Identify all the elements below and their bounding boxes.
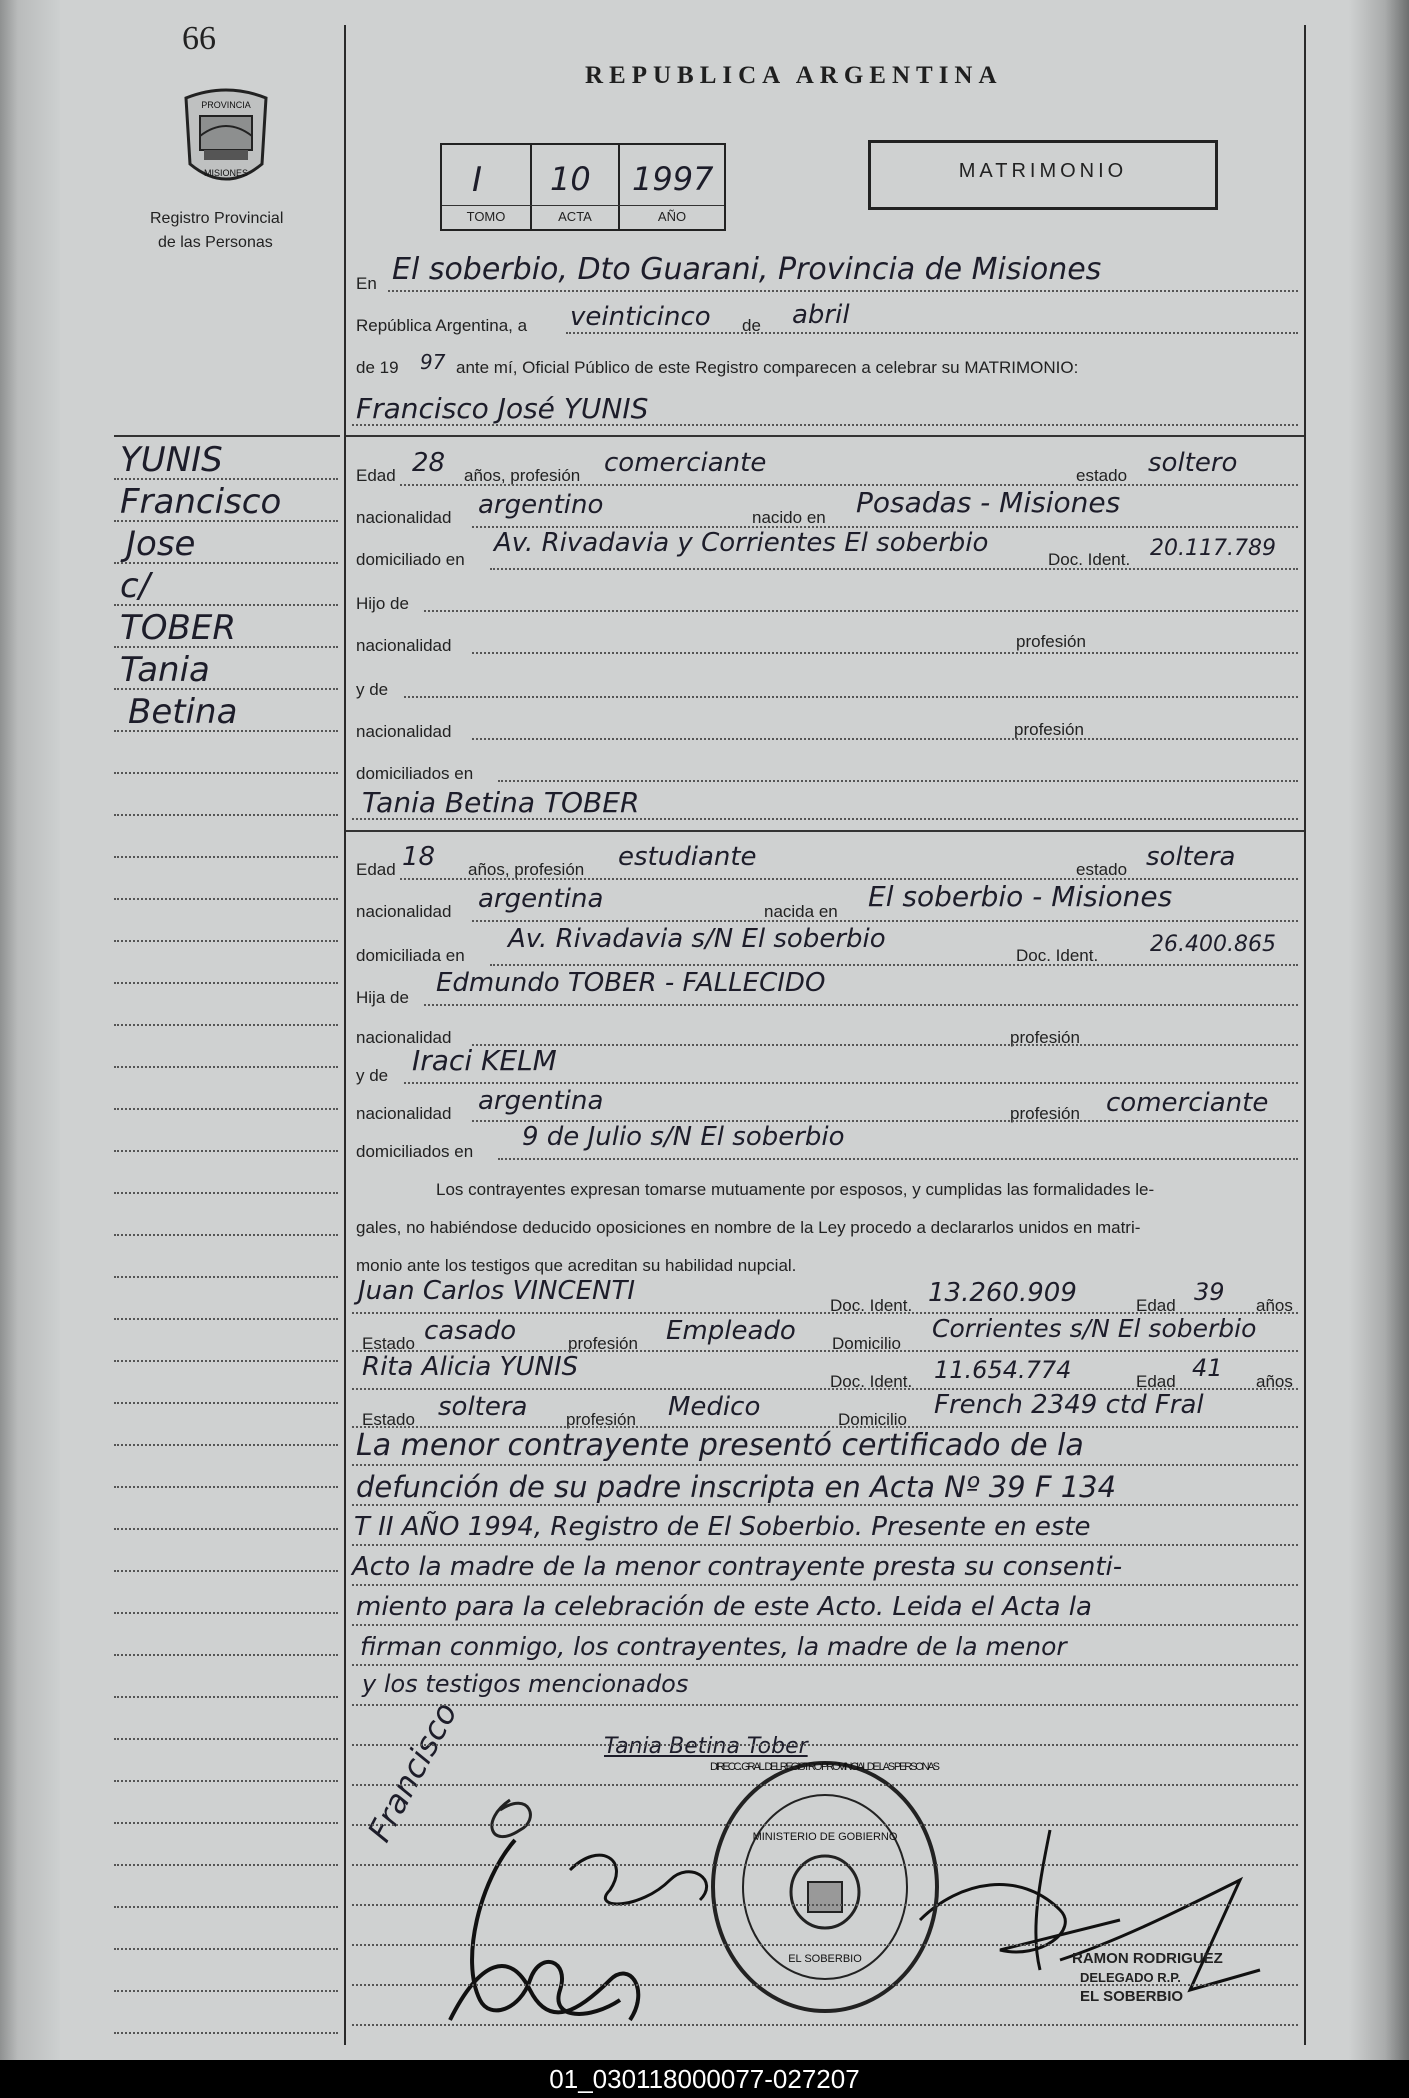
margin-rule-line <box>114 1318 338 1320</box>
body-rule-line <box>352 1544 1298 1546</box>
groom-name: Francisco José YUNIS <box>356 392 649 425</box>
page-edge <box>1349 0 1409 2060</box>
bride-born-label: nacida en <box>764 902 838 921</box>
page-number: 66 <box>182 20 216 57</box>
groom-nationality: argentino <box>478 490 604 520</box>
margin-rule-line <box>114 856 338 858</box>
groom-doc-label: Doc. Ident. <box>1048 550 1131 569</box>
witness-1-edad-label: Edad <box>1136 1296 1176 1315</box>
note-line-5: miento para la celebración de este Acto. Leida el Acta la <box>356 1592 1092 1622</box>
declaration-line-1: Los contrayentes expresan tomarse mutuamente por esposos, y cumplidas las formalidades le- <box>436 1180 1155 1199</box>
body-rule-line <box>352 1464 1298 1466</box>
margin-rule-line <box>114 604 338 606</box>
witness-1-anos-label: años <box>1256 1296 1293 1315</box>
witness-2-anos-label: años <box>1256 1372 1293 1391</box>
margin-rule-line <box>114 688 338 690</box>
margin-rule-line <box>114 1528 338 1530</box>
margin-rule-line <box>114 1570 338 1572</box>
margin-rule-line <box>114 1822 338 1824</box>
witness-1-address: Corrientes s/N El soberbio <box>932 1314 1257 1343</box>
margin-rule-line <box>114 1906 338 1908</box>
witness-2-doc: 11.654.774 <box>934 1356 1072 1384</box>
margin-rule-line <box>114 562 338 564</box>
official-stamp-line-3: EL SOBERBIO <box>1080 1988 1184 2005</box>
seal-bottom-text: EL SOBERBIO <box>788 1953 862 1965</box>
bride-civil-status: soltera <box>1146 842 1236 872</box>
margin-firstname-2: Tania <box>120 650 210 690</box>
groom-doms-label: domiciliados en <box>356 764 474 783</box>
republic-label: República Argentina, a <box>356 316 528 335</box>
margin-rule-line <box>114 772 338 774</box>
bride-doc-label: Doc. Ident. <box>1016 946 1099 965</box>
witness-1-profession: Empleado <box>666 1316 796 1346</box>
groom-profession: comerciante <box>604 448 767 478</box>
declaration-line-3: monio ante los testigos que acreditan su habilidad nupcial. <box>356 1256 797 1275</box>
margin-rule-line <box>114 478 338 480</box>
marriage-day: veinticinco <box>570 302 711 332</box>
seal-ring-text: DIRECC. GRAL. DEL REGISTRO PROVINCIAL DE LAS PERSONAS <box>710 1761 940 1773</box>
margin-conjunction: c/ <box>120 566 151 606</box>
witness-1-status: casado <box>424 1316 517 1346</box>
groom-nac-label: nacionalidad <box>356 508 452 527</box>
year-rest: ante mí, Oficial Público de este Registro comparecen a celebrar su MATRIMONIO: <box>456 358 1079 377</box>
witness-1-dom-label: Domicilio <box>832 1334 901 1353</box>
bride-parents-address: 9 de Julio s/N El soberbio <box>522 1122 845 1152</box>
groom-hijo-rule <box>424 610 1298 612</box>
witness-1-estado-label: Estado <box>362 1334 415 1353</box>
groom-civil-status: soltero <box>1148 448 1238 478</box>
margin-rule-line <box>114 1402 338 1404</box>
margin-rule-line <box>114 1990 338 1992</box>
margin-rule-line <box>114 2032 338 2034</box>
groom-nac3-rule <box>472 738 1298 740</box>
groom-yde-label: y de <box>356 680 389 699</box>
bride-nac3-label: nacionalidad <box>356 1104 452 1123</box>
note-line-7: y los testigos mencionados <box>362 1670 689 1698</box>
bride-estado-label: estado <box>1076 860 1128 879</box>
book-binding <box>0 0 60 2060</box>
country-title: REPUBLICA ARGENTINA <box>585 62 1003 89</box>
witness-1-name: Juan Carlos VINCENTI <box>358 1276 636 1306</box>
groom-name-rule <box>352 424 1298 426</box>
scan-id-footer: 01_030118000077-027207 <box>0 2060 1409 2098</box>
margin-rule-line <box>114 1192 338 1194</box>
note-line-1: La menor contrayente presentó certificado de la <box>356 1428 1084 1463</box>
bride-name: Tania Betina TOBER <box>362 786 640 819</box>
bride-mother-nationality: argentina <box>478 1086 604 1116</box>
margin-rule-line <box>114 1486 338 1488</box>
margin-middlename-2: Betina <box>128 692 238 732</box>
marriage-place: El soberbio, Dto Guarani, Provincia de Misiones <box>392 252 1102 287</box>
body-rule-line <box>352 1864 1298 1866</box>
record-box-divider <box>442 205 724 206</box>
bride-hija-label: Hija de <box>356 988 409 1007</box>
ano-label: AÑO <box>657 209 687 224</box>
margin-surname-2: TOBER <box>120 608 236 648</box>
marriage-month: abril <box>792 300 850 330</box>
bride-edad-label: Edad <box>356 860 396 879</box>
registry-line-1: Registro Provincial <box>150 210 284 227</box>
groom-address: Av. Rivadavia y Corrientes El soberbio <box>494 528 989 558</box>
groom-nac3-label: nacionalidad <box>356 722 452 741</box>
body-rule-line <box>352 1624 1298 1626</box>
bride-doms-label: domiciliados en <box>356 1142 474 1161</box>
witness-2-address: French 2349 ctd Fral <box>934 1390 1204 1420</box>
margin-rule-line <box>114 1612 338 1614</box>
witness-2-name: Rita Alicia YUNIS <box>362 1352 579 1382</box>
margin-rule-line <box>114 940 338 942</box>
year-suffix: 97 <box>420 350 446 374</box>
bride-nac-rule <box>472 920 1298 922</box>
margin-rule-line <box>114 1276 338 1278</box>
groom-nac2-rule <box>472 652 1298 654</box>
groom-dom-label: domiciliado en <box>356 550 465 569</box>
witness-2-dom-label: Domicilio <box>838 1410 907 1429</box>
groom-prof3-label: profesión <box>1014 720 1084 739</box>
witness-2-estado-label: Estado <box>362 1410 415 1429</box>
margin-rule-line <box>114 1444 338 1446</box>
emblem-bottom-text: MISIONES <box>203 168 249 178</box>
bride-name-rule <box>352 818 1298 820</box>
margin-rule-line <box>114 1654 338 1656</box>
body-rule-line <box>352 1944 1298 1946</box>
body-rule-line <box>352 1744 1298 1746</box>
registry-line-2: de las Personas <box>158 234 273 251</box>
bride-doc: 26.400.865 <box>1150 932 1276 957</box>
doc-type: MATRIMONIO <box>958 160 1128 182</box>
note-line-3: T II AÑO 1994, Registro de El Soberbio. Presente en este <box>354 1512 1091 1542</box>
official-stamp-line-1: RAMON RODRIGUEZ <box>1072 1950 1223 1967</box>
groom-dom-rule <box>490 568 1298 570</box>
bride-mother-profession: comerciante <box>1106 1088 1269 1118</box>
date-rule <box>566 332 1298 334</box>
bride-prof2-label: profesión <box>1010 1028 1080 1047</box>
bride-yde-rule <box>404 1082 1298 1084</box>
bride-yde-label: y de <box>356 1066 389 1085</box>
margin-rule-line <box>114 1360 338 1362</box>
note-line-4: Acto la madre de la menor contrayente presta su consenti- <box>352 1552 1123 1582</box>
margin-rule-line <box>114 646 338 648</box>
bride-nac-label: nacionalidad <box>356 902 452 921</box>
province-emblem <box>178 86 274 196</box>
margin-rule-line <box>114 1024 338 1026</box>
acta-label: ACTA <box>558 209 592 224</box>
body-rule-line <box>352 2024 1298 2026</box>
margin-rule-line <box>114 730 338 732</box>
groom-nac2-label: nacionalidad <box>356 636 452 655</box>
official-seal <box>700 1752 950 2022</box>
acta-value: 10 <box>550 160 591 198</box>
groom-age: 28 <box>412 448 446 478</box>
margin-rule-line <box>114 1234 338 1236</box>
margin-top-rule <box>114 435 340 437</box>
witness-2-age: 41 <box>1192 1354 1223 1382</box>
witness-1-doc: 13.260.909 <box>928 1278 1077 1308</box>
bride-hija-rule <box>424 1004 1298 1006</box>
bride-section-rule <box>346 830 1304 832</box>
witness-2-profession: Medico <box>668 1392 761 1422</box>
witness-1-age: 39 <box>1194 1278 1225 1306</box>
witness-1-prof-label: profesión <box>568 1334 638 1353</box>
margin-rule-line <box>114 1696 338 1698</box>
body-right-border <box>1304 25 1306 2045</box>
groom-anos-label: años, profesión <box>464 466 581 485</box>
official-stamp-line-2: DELEGADO R.P. <box>1080 1970 1181 1985</box>
body-rule-line <box>352 1904 1298 1906</box>
groom-prof2-label: profesión <box>1016 632 1086 651</box>
bride-nationality: argentina <box>478 884 604 914</box>
note-line-6: firman conmigo, los contrayentes, la madre de la menor <box>360 1632 1067 1661</box>
margin-middlename: Jose <box>126 524 196 564</box>
groom-estado-label: estado <box>1076 466 1128 485</box>
body-rule-line <box>352 1784 1298 1786</box>
body-rule-line <box>352 1704 1298 1706</box>
groom-age-rule <box>400 484 1298 486</box>
margin-surname: YUNIS <box>120 440 223 480</box>
groom-doms-rule <box>498 780 1298 782</box>
margin-rule-line <box>114 982 338 984</box>
margin-rule-line <box>114 1780 338 1782</box>
emblem-top-text: PROVINCIA <box>201 100 251 110</box>
margin-rule-line <box>114 1864 338 1866</box>
groom-birthplace: Posadas - Misiones <box>856 486 1121 519</box>
body-rule-line <box>352 1824 1298 1826</box>
declaration-line-2: gales, no habiéndose deducido oposiciones en nombre de la Ley procedo a declararlos unidos en matri- <box>356 1218 1141 1237</box>
bride-profession: estudiante <box>618 842 757 872</box>
bride-nac2-rule <box>472 1044 1298 1046</box>
groom-section-rule <box>346 435 1304 437</box>
groom-doc: 20.117.789 <box>1150 536 1276 561</box>
body-rule-line <box>352 1664 1298 1666</box>
margin-rule-line <box>114 1948 338 1950</box>
seal-inner-text: MINISTERIO DE GOBIERNO <box>752 1831 898 1843</box>
bride-signature: Tania Betina Tober <box>604 1734 808 1759</box>
bride-address: Av. Rivadavia s/N El soberbio <box>508 924 886 954</box>
margin-rule-line <box>114 1150 338 1152</box>
en-label: En <box>356 274 377 293</box>
body-rule-line <box>352 1584 1298 1586</box>
bride-nac2-label: nacionalidad <box>356 1028 452 1047</box>
bride-anos-label: años, profesión <box>468 860 585 879</box>
tomo-value: I <box>472 160 483 200</box>
margin-rule-line <box>114 1108 338 1110</box>
groom-signature: Francisco <box>360 1695 465 1848</box>
margin-rule-line <box>114 520 338 522</box>
witness-1-doc-label: Doc. Ident. <box>830 1296 913 1315</box>
body-rule-line <box>352 1504 1298 1506</box>
groom-hijo-label: Hijo de <box>356 594 409 613</box>
tomo-label: TOMO <box>466 209 506 224</box>
note-line-2: defunción de su padre inscripta en Acta Nº 39 F 134 <box>356 1470 1117 1504</box>
witness-2-doc-label: Doc. Ident. <box>830 1372 913 1391</box>
bride-birthplace: El soberbio - Misiones <box>868 880 1173 913</box>
year-prefix: de 19 <box>356 358 399 377</box>
margin-rule-line <box>114 814 338 816</box>
place-rule <box>388 290 1298 292</box>
bride-dom-rule <box>490 964 1298 966</box>
margin-rule-line <box>114 1066 338 1068</box>
margin-divider <box>344 25 346 2045</box>
bride-prof3-label: profesión <box>1010 1104 1080 1123</box>
bride-doms-rule <box>498 1158 1298 1160</box>
margin-rule-line <box>114 898 338 900</box>
de-label: de <box>742 316 761 335</box>
bride-father: Edmundo TOBER - FALLECIDO <box>436 968 826 998</box>
bride-dom-label: domiciliada en <box>356 946 465 965</box>
groom-yde-rule <box>404 696 1298 698</box>
ano-value: 1997 <box>632 160 714 198</box>
margin-rule-line <box>114 1738 338 1740</box>
groom-born-label: nacido en <box>752 508 826 527</box>
bride-mother: Iraci KELM <box>412 1044 557 1077</box>
margin-firstname: Francisco <box>120 482 282 522</box>
witness-2-prof-label: profesión <box>566 1410 636 1429</box>
witness-2-edad-label: Edad <box>1136 1372 1176 1391</box>
groom-edad-label: Edad <box>356 466 396 485</box>
witness-2-status: soltera <box>438 1392 528 1422</box>
body-rule-line <box>352 1984 1298 1986</box>
bride-age: 18 <box>402 842 436 872</box>
